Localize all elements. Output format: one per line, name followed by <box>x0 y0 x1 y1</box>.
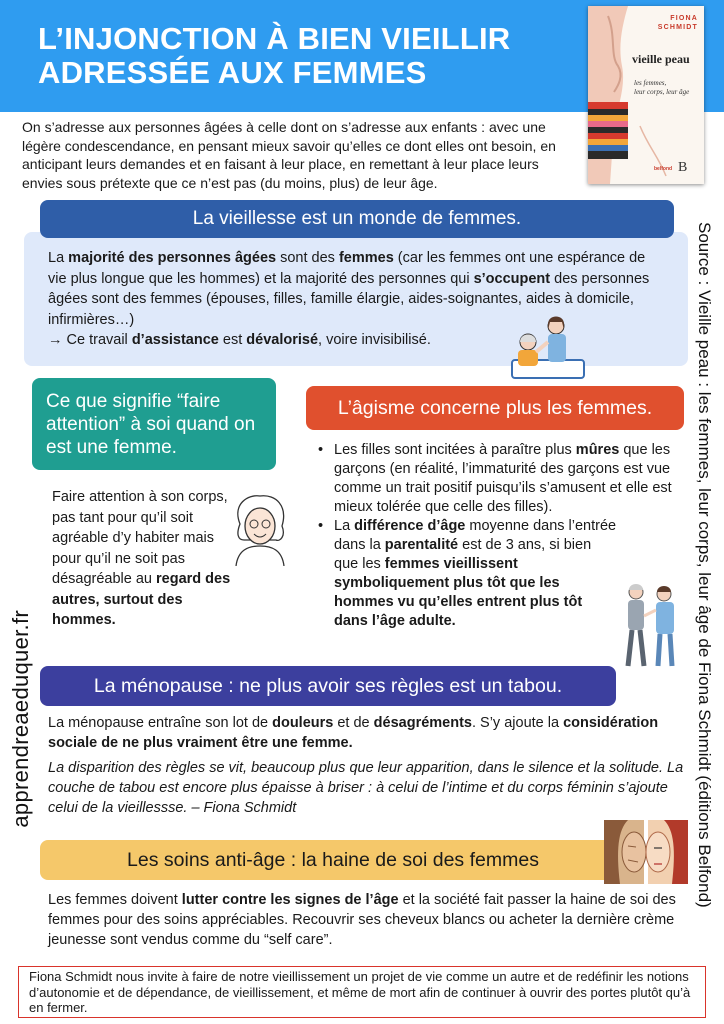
publisher-initial: B <box>678 160 688 175</box>
section-4-heading: La ménopause : ne plus avoir ses règles est un tabou. <box>40 666 616 706</box>
section-1-heading: La vieillesse est un monde de femmes. <box>40 200 674 238</box>
section-1-paragraph: La majorité des personnes âgées sont des femmes (car les femmes ont une espérance de vie plus longue que les hommes) et la majorité des personnes qui s’occupent des personnes âgées sont des femmes (épouses, filles, famille élargie, aides-soignantes, aides à domicile, infirmières…) <box>48 250 650 328</box>
older-woman-illustration <box>226 490 294 566</box>
page-title <box>38 22 568 90</box>
book-subtitle: les femmes, leur corps, leur âge <box>634 79 690 96</box>
section-5-text: Les femmes doivent lutter contre les signes de l’âge et la société fait passer la haine de soi des femmes pour des soins appréciables. Recouvrir ses cheveux blancs ou acheter la dernière crème jeunesse sont vendus comme du “self care”. <box>48 892 676 948</box>
book-cover <box>588 6 704 184</box>
intro-paragraph: On s’adresse aux personnes âgées à celle dont on s’adresse aux enfants : avec une légère condescendance, en pensant mieux savoir qu’elles ce dont elles ont besoin, en anticipant leurs demandes et en faisant à leur place, en remettant à leur place leurs envies sous prétexte que ce n’est pas (du moins, plus) de leur âge. <box>22 119 556 191</box>
title-line-1: L’INJONCTION À BIEN VIEILLIR <box>38 21 511 56</box>
section-3-heading: L’âgisme concerne plus les femmes. <box>306 386 684 430</box>
section-4-text <box>48 713 688 818</box>
caregiver-illustration <box>508 312 590 382</box>
author-quote: La disparition des règles se vit, beaucoup plus que leur apparition, dans le silence et la solitude. La couche de tabou est encore plus épaisse à briser : à celui de l’intime et du corps féminin s’ajoute celui de la vieillessse. – Fiona Schmidt <box>48 760 684 816</box>
source-citation: Source : Vieille peau : les femmes, leur corps, leur âge de Fiona Schmidt (éditions Belfond) <box>695 222 714 908</box>
title-line-2: ADRESSÉE AUX FEMMES <box>38 55 427 90</box>
book-author: FIONA SCHMIDT <box>657 15 698 31</box>
section-2-heading: Ce que signifie “faire attention” à soi quand on est une femme. <box>32 378 276 470</box>
book-title: vieille peau <box>632 52 690 66</box>
section-2-text: Faire attention à son corps, pas tant pour qu’il soit agréable d’y habiter mais pour qu’il ne soit pas désagréable au regard des autres, surtout des hommes. <box>52 489 231 628</box>
section-5-heading: Les soins anti-âge : la haine de soi des femmes <box>40 840 626 880</box>
walking-assistance-illustration <box>616 580 690 670</box>
list-item: • La différence d’âge moyenne dans l’entrée dans la parentalité est de 3 ans, si bien que les femmes vieillissent symboliquement plus tôt que les hommes vu qu’elles entrent plus tôt dans l’âge adulte. <box>318 517 618 631</box>
footer-note: Fiona Schmidt nous invite à faire de notre vieillissement un projet de vie comme un autre et de redéfinir les notions d’autonomie et de dépendance, de vieillissement, et même de mort afin de continuer à ouvrir des portes plutôt qu’à en fermer. <box>18 966 706 1018</box>
website-credit: apprendreaeduquer.fr <box>8 610 33 828</box>
section-1-conclusion: → Ce travail d’assistance est dévalorisé, voire invisibilisé. <box>48 332 431 348</box>
face-aging-illustration <box>604 820 688 884</box>
list-item: • Les filles sont incitées à paraître plus mûres que les garçons (en réalité, l’immaturité des garçons est vue comme un trait positif puisqu’ils s’amusent et elle est mieux tolérée que celle des filles). <box>318 441 690 517</box>
publisher-logo: belfond <box>654 166 673 172</box>
section-4-paragraph: La ménopause entraîne son lot de douleurs et de désagréments. S’y ajoute la considération sociale de ne plus vraiment être une femme. <box>48 715 659 751</box>
